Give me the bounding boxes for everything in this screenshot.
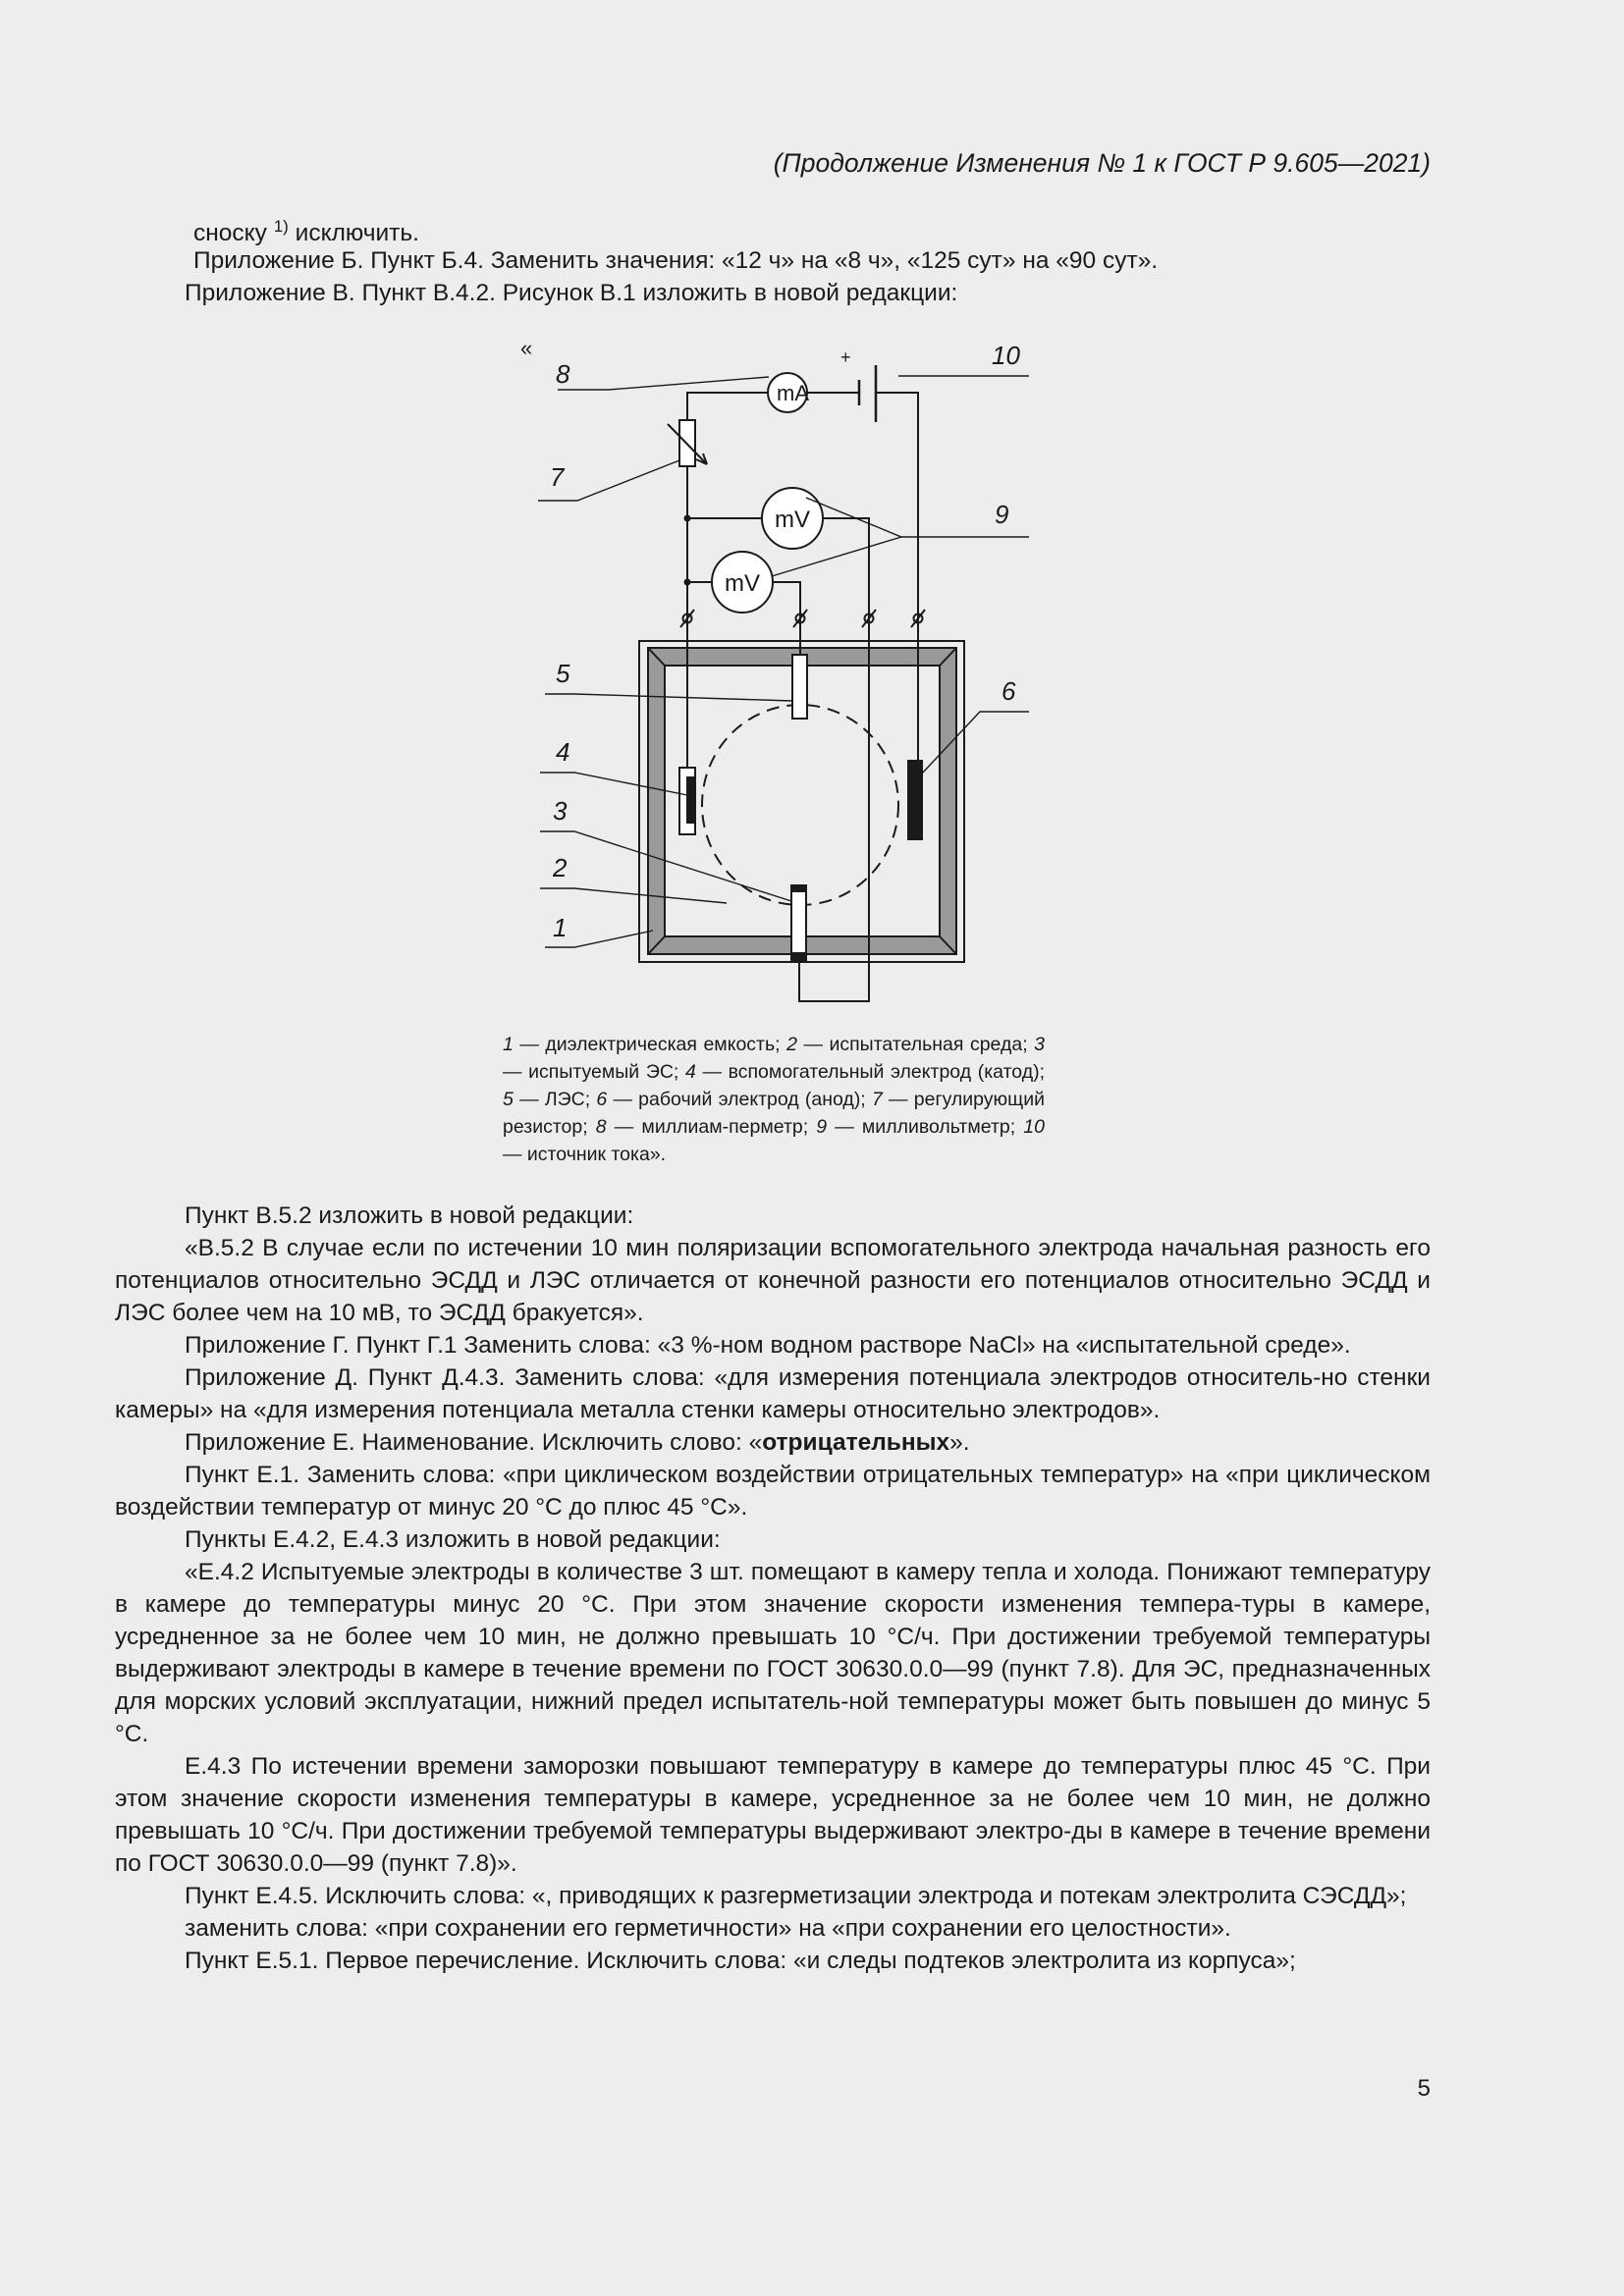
label-7: 7	[550, 462, 565, 492]
page-number: 5	[1417, 2075, 1431, 2102]
text-part: исключить.	[288, 220, 419, 247]
text-part: сноску	[193, 220, 274, 247]
caption-number: 5	[503, 1089, 514, 1110]
label-2: 2	[553, 853, 568, 882]
paragraph: Пункт Е.4.5. Исключить слова: «, приводящих к разгерметизации электрода и потекам электролита СЭСДД»;	[185, 1883, 1407, 1909]
milliammeter-symbol: mA	[777, 381, 809, 405]
battery-plus-sign: +	[840, 347, 851, 367]
bold-word: отрицательных	[762, 1429, 950, 1456]
millivoltmeter-symbol-1: mV	[775, 507, 810, 533]
electrode-3-tested	[791, 885, 806, 961]
caption-number: 8	[595, 1116, 607, 1138]
caption-number: 10	[1023, 1116, 1045, 1138]
line-appendix-b: Приложение Б. Пункт Б.4. Заменить значения: «12 ч» на «8 ч», «125 сут» на «90 сут».	[193, 247, 1159, 274]
terminals	[680, 610, 925, 627]
paragraph	[115, 1426, 1431, 1459]
wire-mv-1-to-tested	[799, 518, 869, 1001]
label-5: 5	[556, 659, 570, 688]
label-8: 8	[556, 359, 570, 389]
label-4: 4	[556, 737, 570, 767]
wire-anode	[876, 393, 918, 761]
caption-number: 3	[1034, 1034, 1045, 1055]
caption-text: — источник тока».	[503, 1144, 667, 1165]
caption-text: — диэлектрическая емкость;	[513, 1034, 787, 1055]
label-3: 3	[553, 796, 568, 826]
label-6: 6	[1001, 676, 1016, 706]
figure-caption	[503, 1031, 1045, 1168]
paragraph: Пункты Е.4.2, Е.4.3 изложить в новой редакции:	[185, 1526, 721, 1553]
paragraph: Пункт Е.1. Заменить слова: «при циклическом воздействии отрицательных температур» на «при циклическом воздействии температур от минус 20 °С до плюс 45 °С».	[115, 1462, 1431, 1521]
paragraph: Приложение Г. Пункт Г.1 Заменить слова: «3 %-ном водном растворе NaCl» на «испытательной среде».	[185, 1332, 1351, 1359]
caption-text: — милливольтметр;	[827, 1116, 1024, 1138]
label-1: 1	[553, 913, 568, 942]
paragraph: Е.4.3 По истечении времени заморозки повышают температуру в камере до температуры плюс 45 °С. При этом значение скорости изменения температуры в камере, усредненное за не более чем 10 мин, не должно превышать 10 °С/ч. При достижении требуемой температуры выдерживают электро-ды в камере в течение времени по ГОСТ 30630.0.0—99 (пункт 7.8)».	[115, 1753, 1431, 1877]
paragraph: Пункт Е.5.1. Первое перечисление. Исключить слова: «и следы подтеков электролита из корпуса»;	[185, 1948, 1296, 1974]
caption-text: — регулирующий резистор;	[503, 1089, 1045, 1138]
caption-text: — рабочий электрод (анод);	[607, 1089, 872, 1110]
caption-number: 4	[684, 1061, 696, 1083]
caption-number: 6	[596, 1089, 608, 1110]
label-10: 10	[992, 341, 1020, 370]
electrode-6-working	[908, 761, 922, 839]
paragraph: «Е.4.2 Испытуемые электроды в количестве 3 шт. помещают в камеру тепла и холода. Понижают температуру в камере до температуры минус 20 °С. При этом значение скорости изменения темпера-туры в камере, усредненное за не более чем 10 мин, не должно превышать 10 °С/ч. При достижении требуемой температуры выдерживают электроды в камере в течение времени по ГОСТ 30630.0.0—99 (пункт 7.8). Для ЭС, предназначенных для морских условий эксплуатации, нижний предел испытатель-ной температуры может быть повышен до минус 5 °С.	[115, 1559, 1431, 1747]
label-9: 9	[995, 500, 1009, 529]
figure-open-quote: «	[520, 336, 533, 360]
caption-text: — миллиам-перметр;	[606, 1116, 817, 1138]
paragraph: заменить слова: «при сохранении его герметичности» на «при сохранении его целостности».	[185, 1915, 1231, 1942]
caption-number: 7	[871, 1089, 883, 1110]
caption-number: 1	[503, 1034, 514, 1055]
caption-text: — ЛЭС;	[513, 1089, 597, 1110]
junction-1	[684, 515, 691, 522]
figure-v1-circuit-diagram	[511, 334, 1060, 1021]
caption-text: — вспомогательный электрод (катод);	[695, 1061, 1046, 1083]
millivoltmeter-symbol-2: mV	[725, 570, 760, 597]
caption-number: 2	[786, 1034, 797, 1055]
paragraph: «В.5.2 В случае если по истечении 10 мин поляризации вспомогательного электрода начальная разность его потенциалов относительно ЭСДД и ЛЭС отличается от конечной разности его потенциалов относительно ЭСДД и ЛЭС более чем на 10 мВ, то ЭСДД бракуется».	[115, 1235, 1431, 1326]
electrode-5-reference	[792, 655, 807, 719]
electrode-4-surface	[687, 777, 693, 823]
paragraph: Приложение Д. Пункт Д.4.3. Заменить слова: «для измерения потенциала электродов относитель-но стенки камеры» на «для измерения потенциала металла стенки камеры относительно электродов».	[115, 1364, 1431, 1423]
paragraph: Пункт В.5.2 изложить в новой редакции:	[185, 1202, 634, 1229]
footnote-mark: 1)	[273, 217, 289, 236]
circuit-svg	[511, 334, 1060, 1021]
main-text	[115, 1200, 1431, 1977]
text-part: Приложение Е. Наименование. Исключить слово: «	[185, 1429, 763, 1456]
caption-number: 9	[816, 1116, 828, 1138]
caption-text: — испытательная среда;	[796, 1034, 1035, 1055]
page-header: (Продолжение Изменения № 1 к ГОСТ Р 9.605—2021)	[773, 148, 1431, 178]
junction-2	[684, 579, 691, 586]
line-appendix-v: Приложение В. Пункт В.4.2. Рисунок В.1 изложить в новой редакции:	[185, 280, 958, 306]
text-part: ».	[949, 1429, 970, 1456]
caption-text: — испытуемый ЭС;	[503, 1061, 685, 1083]
